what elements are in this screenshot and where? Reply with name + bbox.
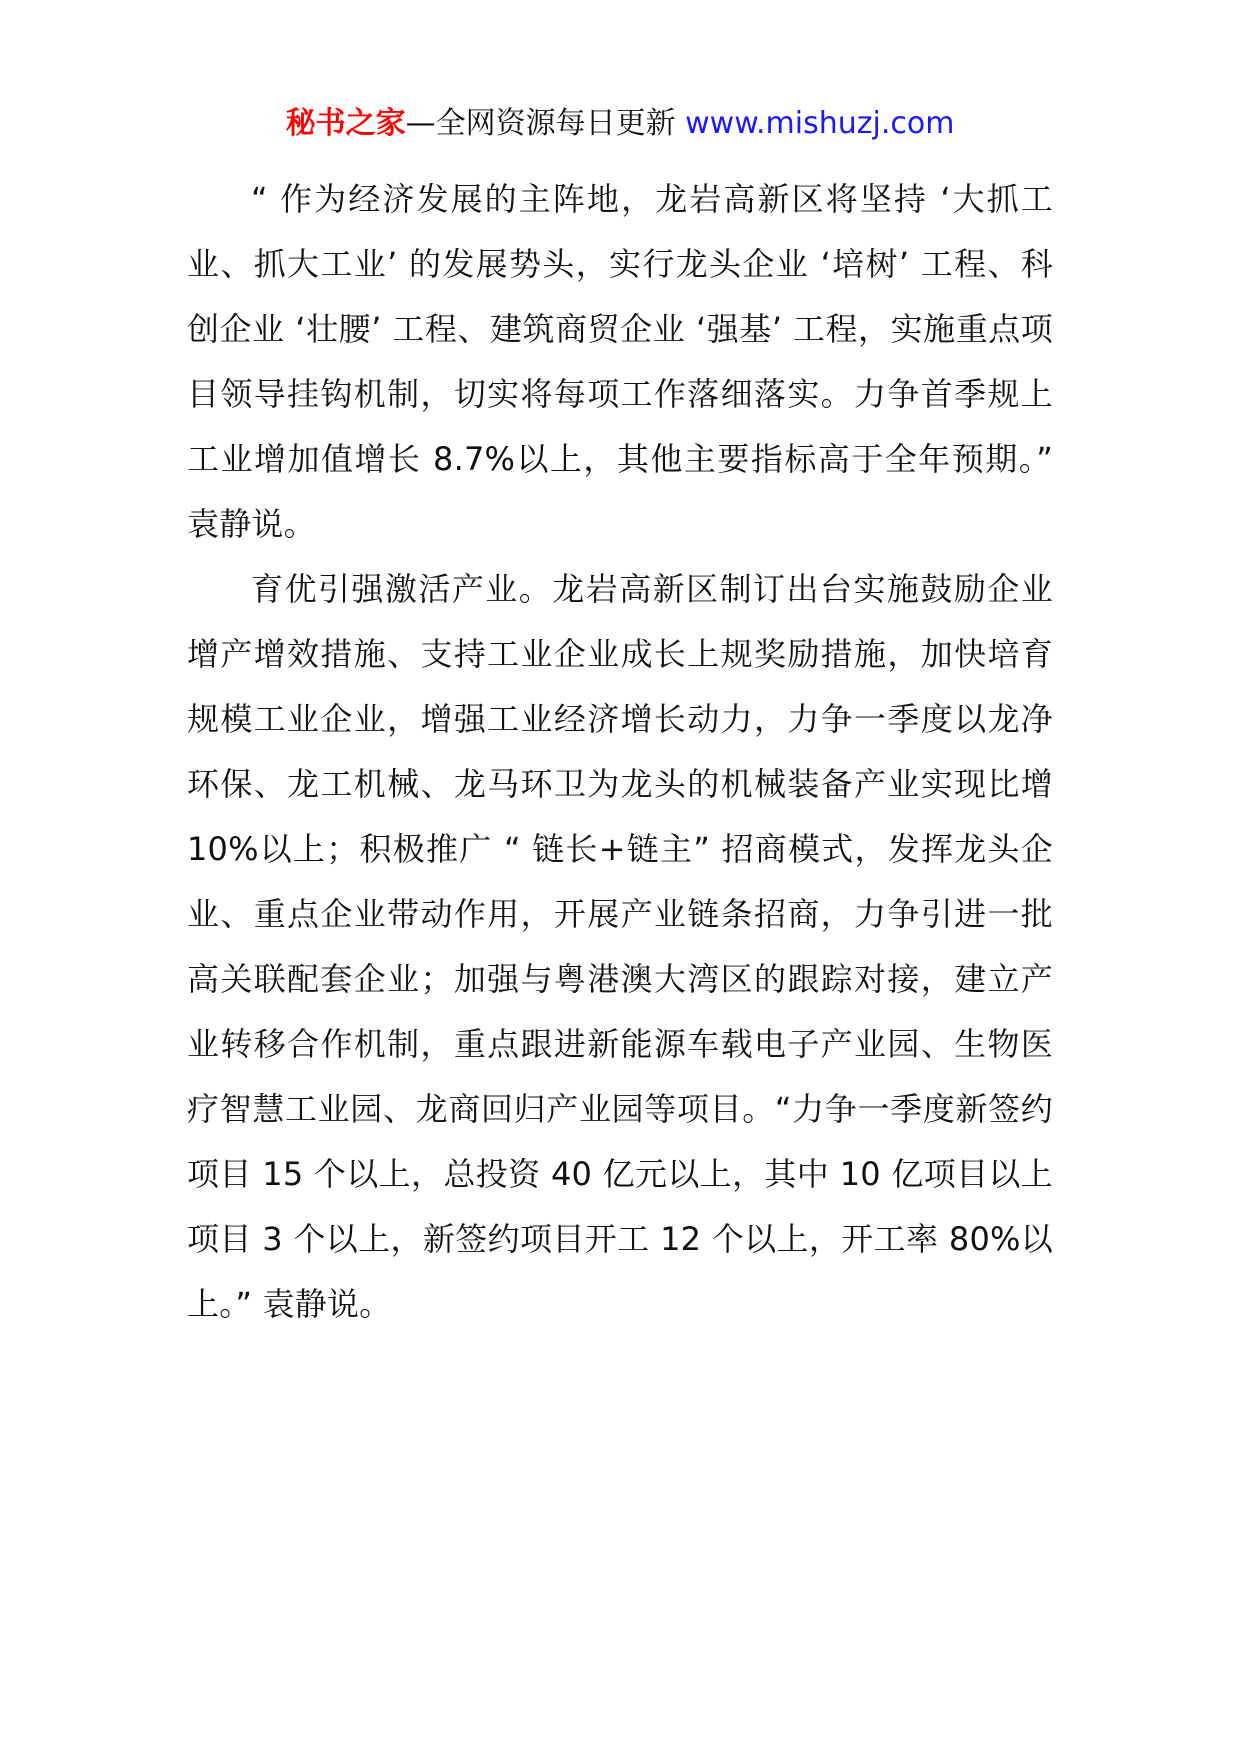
paragraph-quote: “ 作为经济发展的主阵地，龙岩高新区将坚持 ‘大抓工业、抓大工业’ 的发展势头，实行龙头企业 ‘培树’ 工程、科创企业 ‘壮腰’ 工程、建筑商贸企业 ‘强基’ 工程，实施重点项目领导挂钩机制，切实将每项工作落细落实。力争首季规上工业增加值增长 8.7%以上，其他主要指标高于全年预期。” 袁静说。 [187, 180, 1053, 543]
header-tagline: —全网资源每日更新 [405, 106, 676, 141]
article-body [187, 167, 1053, 1337]
brand-name: 秘书之家 [285, 106, 406, 141]
paragraph-industry: 育优引强激活产业。龙岩高新区制订出台实施鼓励企业增产增效措施、支持工业企业成长上规奖励措施，加快培育规模工业企业，增强工业经济增长动力，力争一季度以龙净环保、龙工机械、龙马环卫为龙头的机械装备产业实现比增 10%以上；积极推广 “ 链长+链主” 招商模式，发挥龙头企业、重点企业带动作用，开展产业链条招商，力争引进一批高关联配套企业；加强与粤港澳大湾区的跟踪对接，建立产业转移合作机制，重点跟进新能源车载电子产业园、生物医疗智慧工业园、龙商回归产业园等项目。“力争一季度新签约项目 15 个以上，总投资 40 亿元以上，其中 10 亿项目以上项目 3 个以上，新签约项目开工 12 个以上，开工率 80%以上。” 袁静说。 [187, 570, 1053, 1323]
page-header [0, 102, 1240, 146]
site-url-link[interactable]: www.mishuzj.com [685, 106, 955, 141]
